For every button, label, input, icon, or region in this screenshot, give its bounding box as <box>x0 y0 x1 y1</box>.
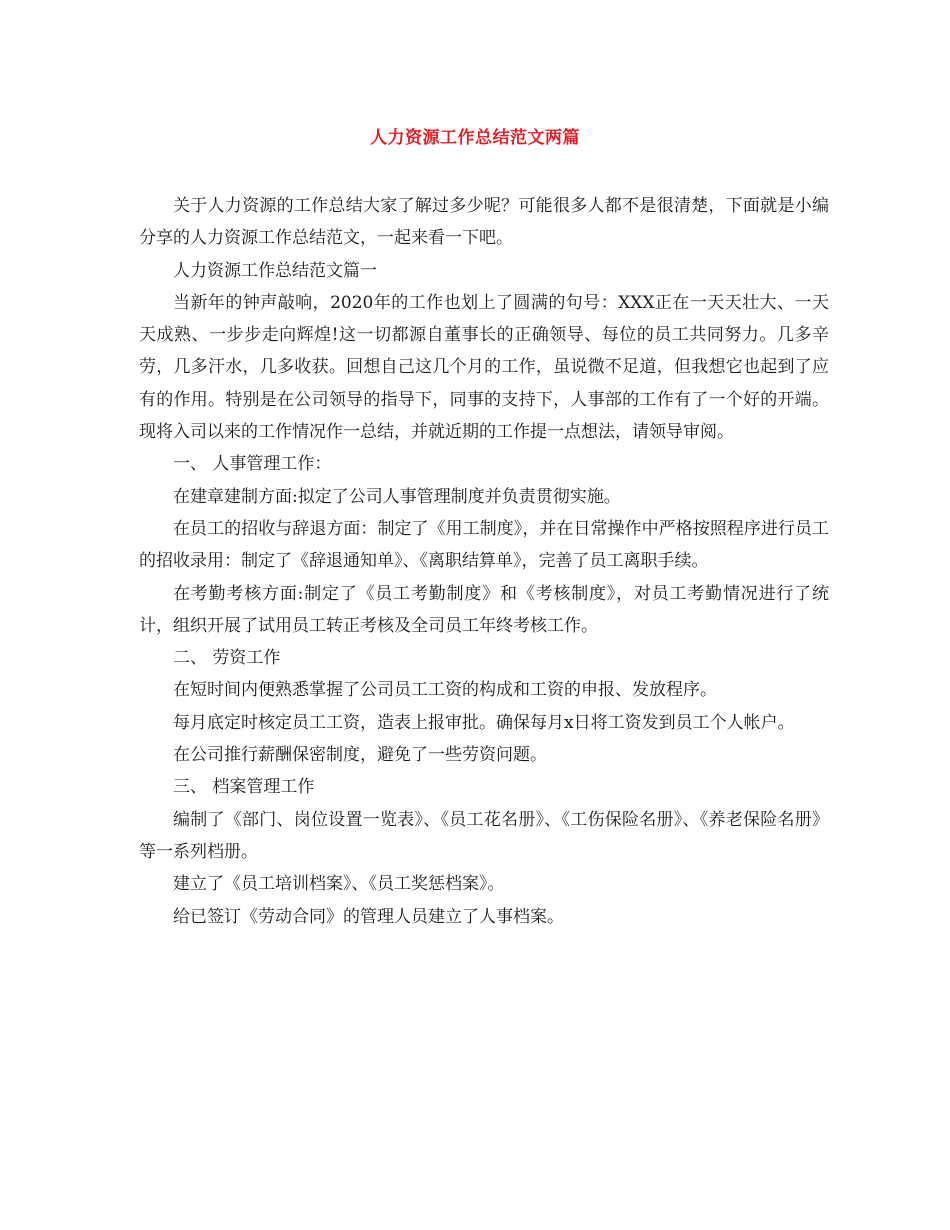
paragraph: 给已签订《劳动合同》的管理人员建立了人事档案。 <box>173 906 564 927</box>
paragraph-intro: 关于人力资源的工作总结大家了解过多少呢？可能很多人都不是很清楚，下面就是小编分享的人力资源工作总结范文，一起来看一下吧。 <box>139 196 829 249</box>
paragraph: 当新年的钟声敲响，2020年的工作也划上了圆满的句号：XXX正在一天天壮大、一天天成熟、一步步走向辉煌!这一切都源自董事长的正确领导、每位的员工共同努力。几多辛劳，几多汗水，几多收获。回想自己这几个月的工作，虽说微不足道，但我想它也起到了应有的作用。特别是在公司领导的指导下，同事的支持下，人事部的工作有了一个好的开端。现将入司以来的工作情况作一总结，并就近期的工作提一点想法，请领导审阅。 <box>139 292 829 443</box>
section-heading: 三、 档案管理工作 <box>173 777 315 798</box>
document-title: 人力资源工作总结范文两篇 <box>370 128 580 148</box>
paragraph: 在公司推行薪酬保密制度，避免了一些劳资问题。 <box>173 745 547 766</box>
section-heading: 人力资源工作总结范文篇一 <box>173 260 377 281</box>
paragraph: 在短时间内便熟悉掌握了公司员工工资的构成和工资的申报、发放程序。 <box>173 680 717 701</box>
paragraph: 在考勤考核方面:制定了《员工考勤制度》和《考核制度》，对员工考勤情况进行了统计，组织开展了试用员工转正考核及全司员工年终考核工作。 <box>139 583 829 636</box>
paragraph: 建立了《员工培训档案》、《员工奖惩档案》。 <box>173 874 505 895</box>
paragraph: 在建章建制方面:拟定了公司人事管理制度并负责贯彻实施。 <box>173 486 621 507</box>
paragraph: 每月底定时核定员工工资，造表上报审批。确保每月x日将工资发到员工个人帐户。 <box>173 712 795 733</box>
document-body <box>139 190 829 933</box>
paragraph: 在员工的招收与辞退方面：制定了《用工制度》，并在日常操作中严格按照程序进行员工的招收录用：制定了《辞退通知单》、《离职结算单》，完善了员工离职手续。 <box>139 518 829 572</box>
section-heading: 二、 劳资工作 <box>173 648 281 669</box>
section-heading: 一、 人事管理工作： <box>173 454 332 475</box>
paragraph: 编制了《部门、岗位设置一览表》、《员工花名册》、《工伤保险名册》、《养老保险名册》等一系列档册。 <box>139 809 829 862</box>
